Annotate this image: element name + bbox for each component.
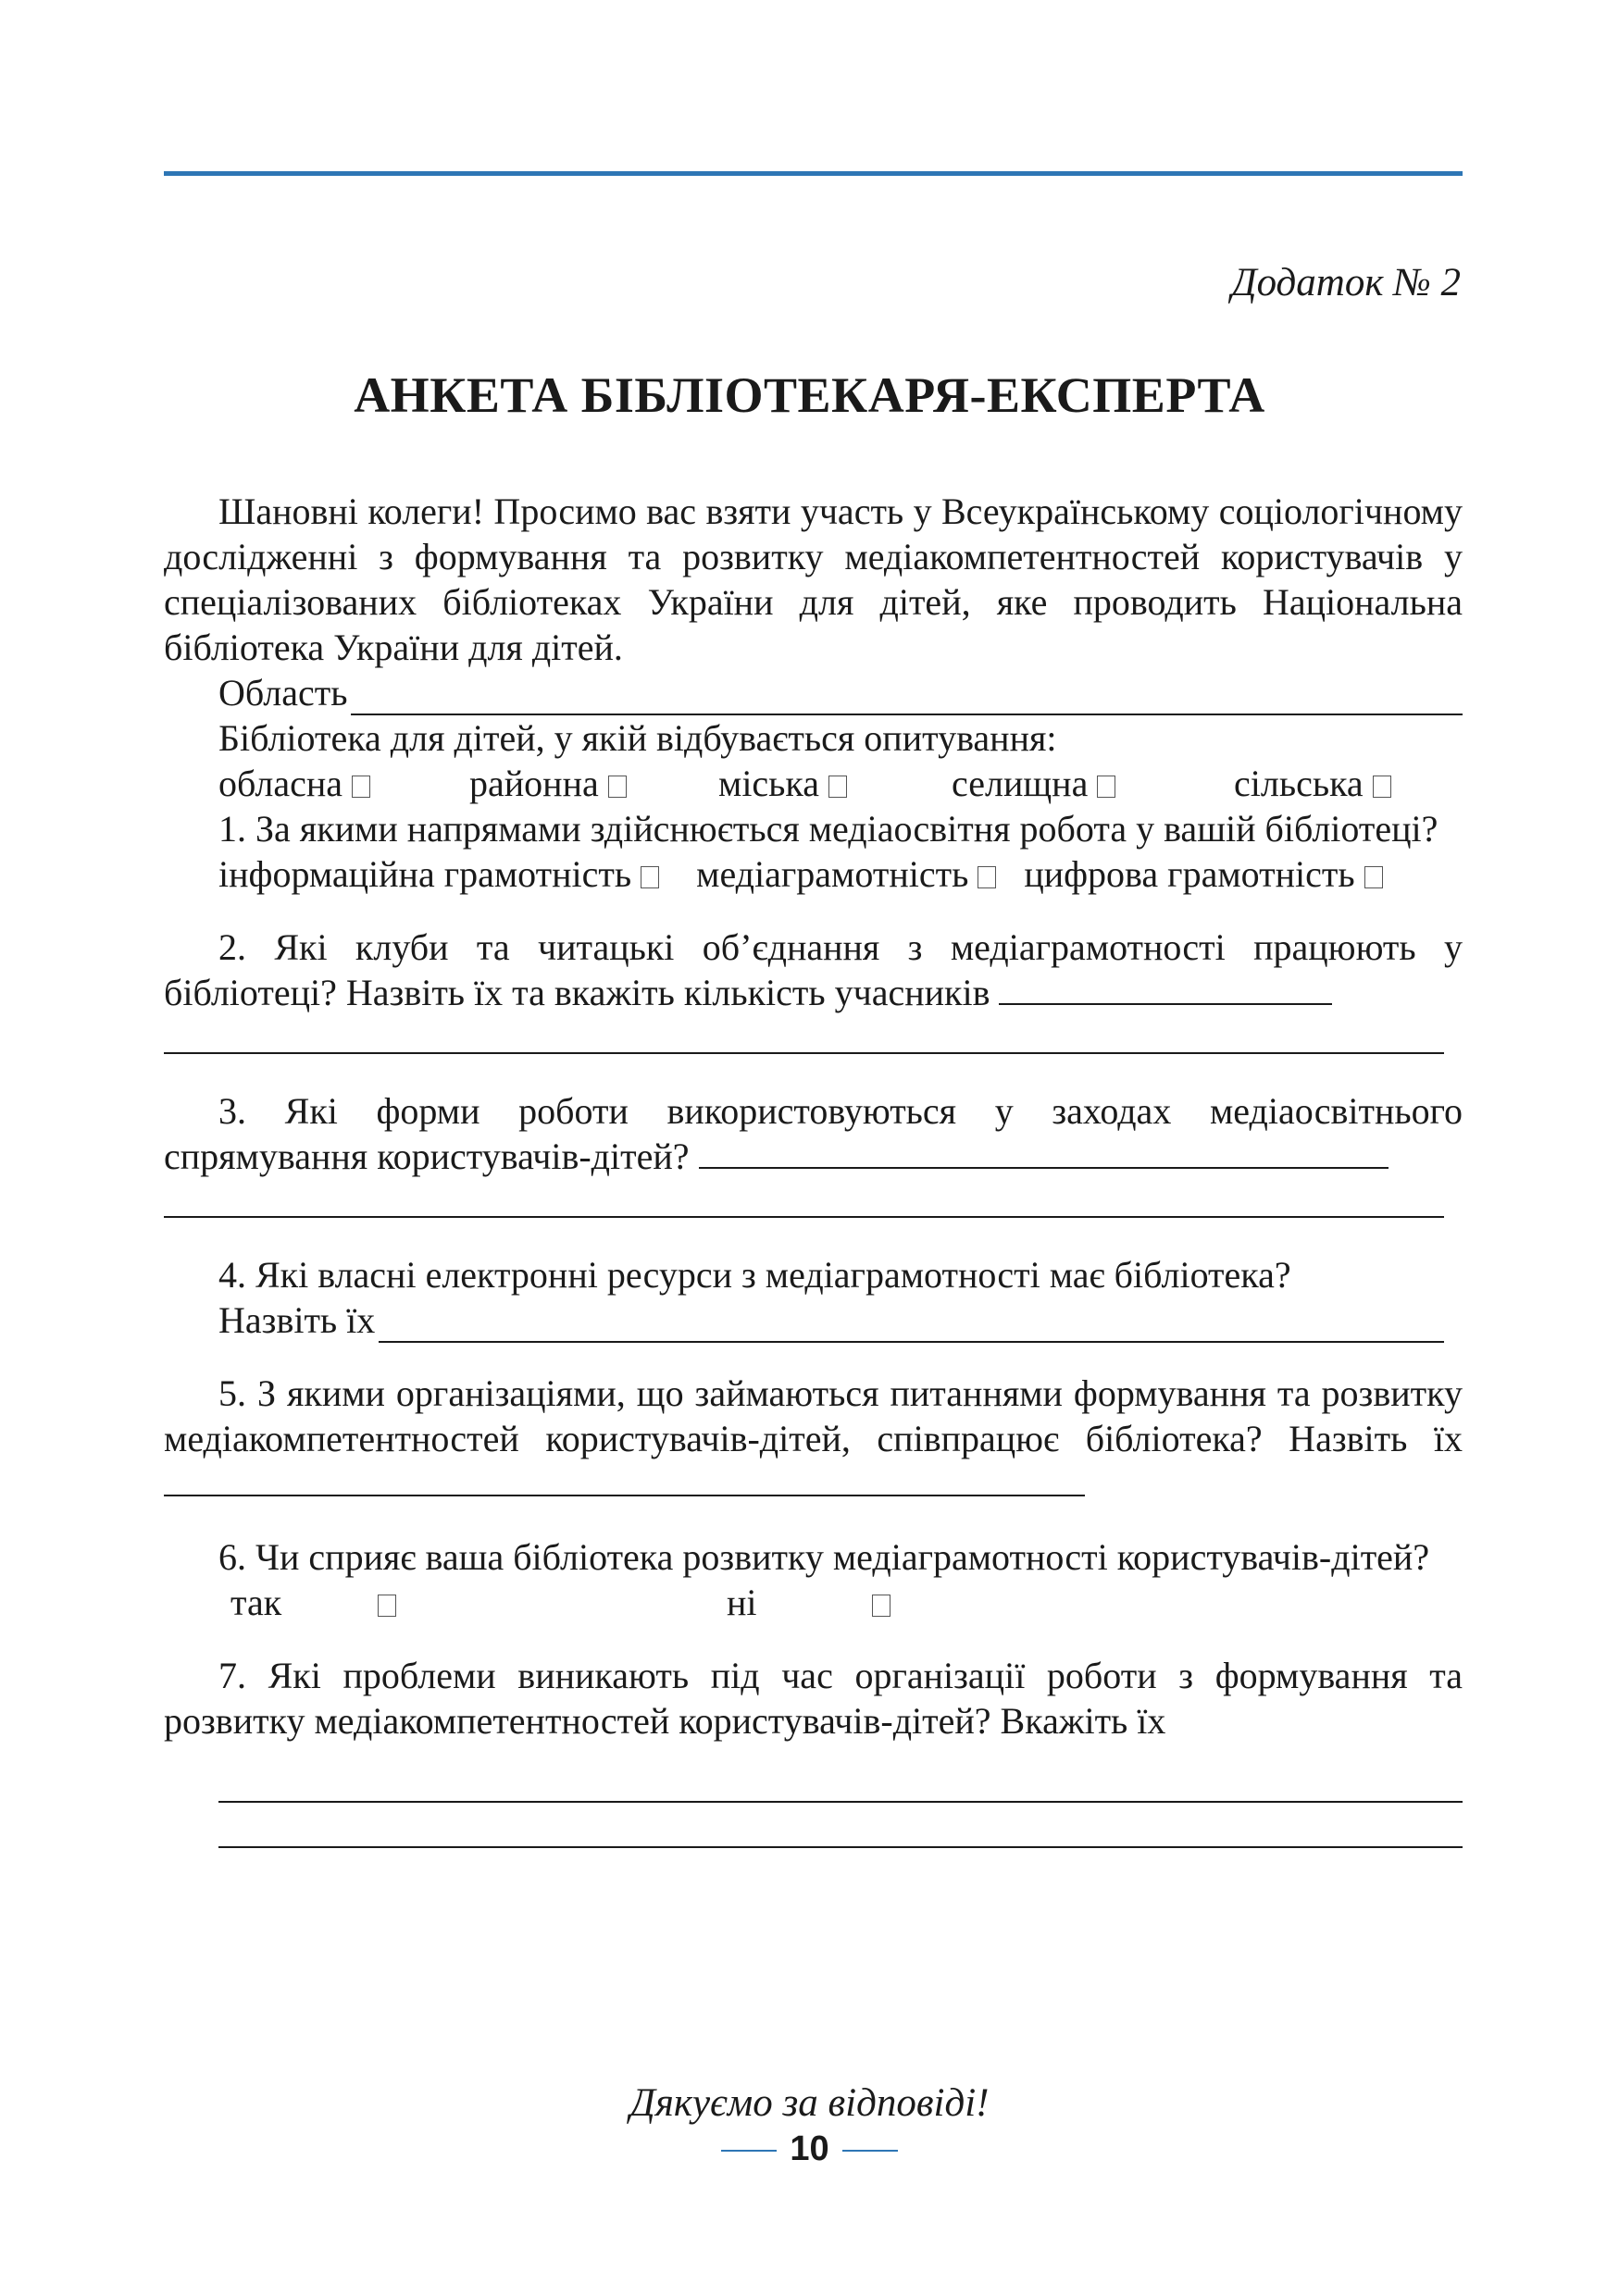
library-type-options: [218, 761, 1463, 806]
q4-name-field[interactable]: Назвіть їх: [164, 1297, 1444, 1343]
q2-answer-line-2[interactable]: [164, 1015, 1463, 1061]
checkbox-icon[interactable]: [1373, 776, 1391, 798]
question-5: 5. З якими організаціями, що займаються питаннями формування та розвитку медіакомпетентностей користувачів-дітей, співпрацює бібліотека? Назвіть їх: [164, 1371, 1463, 1507]
library-type-option[interactable]: селищна: [952, 761, 1115, 806]
thanks-text: Дякуємо за відповіді!: [629, 2081, 990, 2125]
checkbox-icon[interactable]: [978, 866, 996, 888]
q5-answer-line[interactable]: [164, 1467, 1085, 1496]
checkbox-icon[interactable]: [872, 1595, 890, 1617]
header-rule: [164, 171, 1463, 176]
q1-option[interactable]: інформаційна грамотність: [218, 853, 659, 895]
q6-options: [230, 1580, 1463, 1625]
library-label: Бібліотека для дітей, у якій відбувається опитування:: [218, 717, 1057, 759]
question-7: 7. Які проблеми виникають під час організації роботи з формування та розвитку медіакомпетентностей користувачів-дітей? Вкажіть їх: [164, 1655, 1463, 1742]
checkbox-icon[interactable]: [378, 1595, 396, 1617]
appendix-label: Додаток № 2: [1231, 261, 1461, 304]
page-number-dash-left: [721, 2150, 777, 2152]
checkbox-icon[interactable]: [1097, 776, 1115, 798]
q1-option[interactable]: медіаграмотність: [696, 853, 996, 895]
page-number: 10: [0, 2128, 1619, 2169]
library-type-option[interactable]: обласна: [218, 761, 370, 806]
library-type-option[interactable]: міська: [718, 761, 847, 806]
question-1-options: [164, 851, 1463, 897]
q3-answer-line-2[interactable]: [164, 1179, 1463, 1224]
q6-option-yes[interactable]: так: [230, 1580, 396, 1625]
q7-answer-line-2[interactable]: [164, 1809, 1463, 1855]
q1-option[interactable]: цифрова грамотність: [1024, 853, 1382, 895]
checkbox-icon[interactable]: [1364, 866, 1383, 888]
checkbox-icon[interactable]: [828, 776, 847, 798]
library-type-option[interactable]: сільська: [1234, 761, 1391, 806]
questionnaire-body: [164, 489, 1463, 1855]
question-3: 3. Які форми роботи використовуються у заходах медіаосвітнього спрямування користувачів-дітей?: [164, 1090, 1463, 1177]
page-number-dash-right: [842, 2150, 898, 2152]
question-6: 6. Чи сприяє ваша бібліотека розвитку медіаграмотності користувачів-дітей?: [218, 1536, 1430, 1578]
q4-answer-line[interactable]: [379, 1306, 1444, 1343]
region-field[interactable]: [164, 670, 1463, 715]
region-label: Область: [218, 672, 348, 714]
checkbox-icon[interactable]: [641, 866, 659, 888]
question-4: 4. Які власні електронні ресурси з медіаграмотності має бібліотека?: [218, 1254, 1291, 1296]
q7-answer-line-1[interactable]: [164, 1764, 1463, 1809]
q3-answer-line[interactable]: [699, 1139, 1389, 1169]
page-title: АНКЕТА БІБЛІОТЕКАРЯ-ЕКСПЕРТА: [354, 367, 1265, 423]
checkbox-icon[interactable]: [608, 776, 627, 798]
checkbox-icon[interactable]: [352, 776, 370, 798]
region-answer-line[interactable]: [351, 678, 1463, 715]
q6-option-no[interactable]: ні: [727, 1580, 890, 1625]
library-type-option[interactable]: районна: [469, 761, 627, 806]
intro-paragraph: Шановні колеги! Просимо вас взяти участь у Всеукраїнському соціологічному дослідженні з формування та розвитку медіакомпетентностей користувачів у спеціалізованих бібліотеках України для дітей, яке проводить Національна бібліотека України для дітей.: [164, 490, 1463, 668]
question-2: 2. Які клуби та читацькі об’єднання з медіаграмотності працюють у бібліотеці? Назвіть їх та вкажіть кількість учасників: [164, 926, 1463, 1013]
q2-answer-line[interactable]: [999, 975, 1332, 1005]
question-1: 1. За якими напрямами здійснюється медіаосвітня робота у вашій бібліотеці?: [218, 808, 1438, 850]
